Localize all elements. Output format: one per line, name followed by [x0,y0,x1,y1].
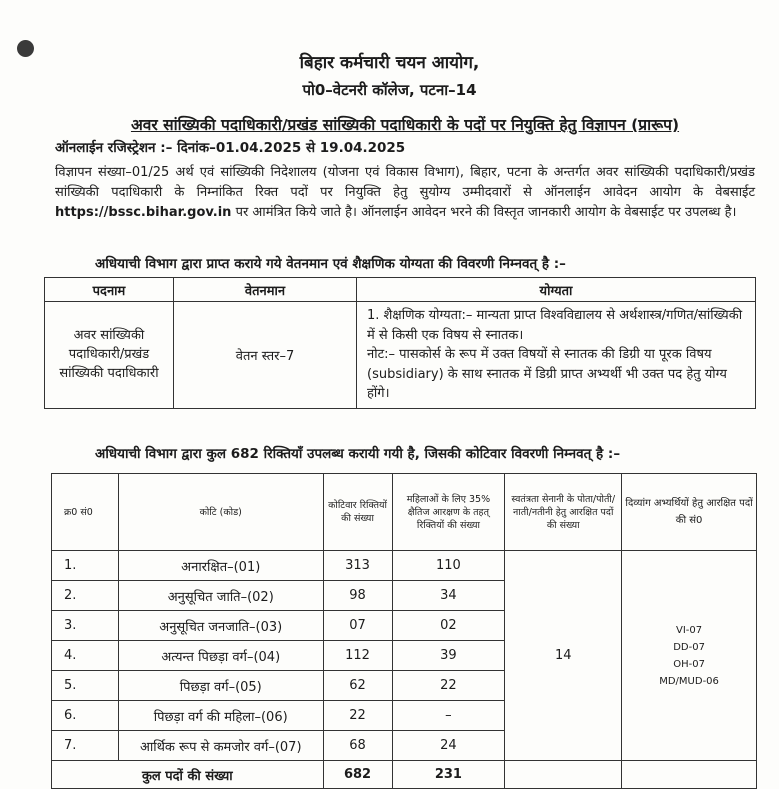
row-vacancies: 62 [323,671,392,701]
divyang-vi: VI-07 [676,624,703,636]
row-sn: 3. [52,611,119,641]
header-category: कोटि (कोड) [118,474,323,551]
row-vacancies: 68 [323,731,392,761]
total-women: 231 [392,761,505,789]
intro-part2: पर आमंत्रित किये जाते है। ऑनलाईन आवेदन भरने की विस्तृत जानकारी आयोग के वेबसाईट पर उपलब्ध है। [231,205,737,220]
row-vacancies: 112 [323,641,392,671]
header-freedom-fighter: स्वतंत्रता सेनानी के पोता/पोती/नाती/नतीनी हेतु आरक्षित पदों की संख्या [505,474,622,551]
section2-heading: अधियाची विभाग द्वारा कुल 682 रिक्तियाँ उपलब्ध करायी गयी है, जिसकी कोटिवार विवरणी निम्नवत् है :– [95,446,621,462]
divyang-values [622,551,757,761]
intro-paragraph [55,163,755,223]
row-sn: 2. [52,581,119,611]
row-category: अत्यन्त पिछड़ा वर्ग–(04) [118,641,323,671]
qualification-cell [357,302,756,409]
total-freedom-empty [505,761,622,789]
row-women: – [392,701,505,731]
row-women: 02 [392,611,505,641]
row-category: पिछड़ा वर्ग–(05) [118,671,323,701]
header-sn: क्र0 सं0 [52,474,119,551]
row-vacancies: 22 [323,701,392,731]
header-divyang: दिव्यांग अभ्यर्थियों हेतु आरक्षित पदों की सं0 [622,474,757,551]
row-sn: 1. [52,551,119,581]
post-name: अवर सांख्यिकी पदाधिकारी/प्रखंड सांख्यिकी पदाधिकारी [45,302,174,409]
row-women: 39 [392,641,505,671]
header-qualification: योग्यता [357,278,756,302]
row-category: अनुसूचित जाति–(02) [118,581,323,611]
header-vacancies: कोटिवार रिक्तियों की संख्या [323,474,392,551]
intro-part1: विज्ञापन संख्या–01/25 अर्थ एवं सांख्यिकी निदेशालय (योजना एवं विकास विभाग), बिहार, पटना के अन्तर्गत अवर सांख्यिकी पदाधिकारी/प्रखंड सांख्यिकी पदाधिकारी के निम्नांकित रिक्त पदों पर नियुक्ति हेतु सुयोग्य उम्मीदवारों से ऑनलाईन आवेदन आयोग के वेबसाईट [55,165,755,200]
row-vacancies: 98 [323,581,392,611]
row-category: पिछड़ा वर्ग की महिला–(06) [118,701,323,731]
header-post: पदनाम [45,278,174,302]
total-divyang-empty [622,761,757,789]
qualification-note: नोट:– पासकोर्स के रूप में उक्त विषयों से स्नातक की डिग्री या पूरक विषय (subsidiary) के साथ स्नातक में डिग्री प्राप्त अभ्यर्थी भी उक्त पद हेतु योग्य होंगे। [367,347,727,401]
table-row [52,551,757,581]
divyang-md: MD/MUD-06 [659,675,719,687]
row-sn: 6. [52,701,119,731]
divyang-oh: OH-07 [673,658,705,670]
header-pay: वेतनमान [174,278,357,302]
row-women: 24 [392,731,505,761]
website-link[interactable]: https://bssc.bihar.gov.in [55,205,232,220]
row-sn: 4. [52,641,119,671]
registration-dates: ऑनलाईन रजिस्ट्रेशन :– दिनांक–01.04.2025 से 19.04.2025 [55,140,406,156]
table-row [45,302,756,409]
freedom-fighter-value: 14 [505,551,622,761]
org-address: पो0–वेटनरी कॉलेज, पटना–14 [302,81,477,99]
row-women: 34 [392,581,505,611]
total-label: कुल पदों की संख्या [52,761,324,789]
row-women: 22 [392,671,505,701]
vacancy-table [51,473,757,789]
header-women: महिलाओं के लिए 35% क्षैतिज आरक्षण के तहत् रिक्तियों की संख्या [392,474,505,551]
total-row [52,761,757,789]
qualification-table [44,277,756,409]
pay-level: वेतन स्तर–7 [174,302,357,409]
total-vacancies: 682 [323,761,392,789]
row-vacancies: 313 [323,551,392,581]
row-sn: 5. [52,671,119,701]
qualification-main: 1. शैक्षणिक योग्यता:– मान्यता प्राप्त विश्वविद्यालय से अर्थशास्त्र/गणित/सांख्यिकी में से किसी एक विषय से स्नातक। [367,308,743,343]
section1-heading: अधियाची विभाग द्वारा प्राप्त कराये गये वेतनमान एवं शैक्षणिक योग्यता की विवरणी निम्नवत् है :– [95,256,566,272]
org-name: बिहार कर्मचारी चयन आयोग, [299,53,480,73]
divyang-dd: DD-07 [673,641,705,653]
advertisement-title: अवर सांख्यिकी पदाधिकारी/प्रखंड सांख्यिकी पदाधिकारी के पदों पर नियुक्ति हेतु विज्ञापन (प्रारूप) [130,116,680,134]
row-category: अनारक्षित–(01) [118,551,323,581]
row-vacancies: 07 [323,611,392,641]
row-women: 110 [392,551,505,581]
row-category: अनुसूचित जनजाति–(03) [118,611,323,641]
row-category: आर्थिक रूप से कमजोर वर्ग–(07) [118,731,323,761]
row-sn: 7. [52,731,119,761]
